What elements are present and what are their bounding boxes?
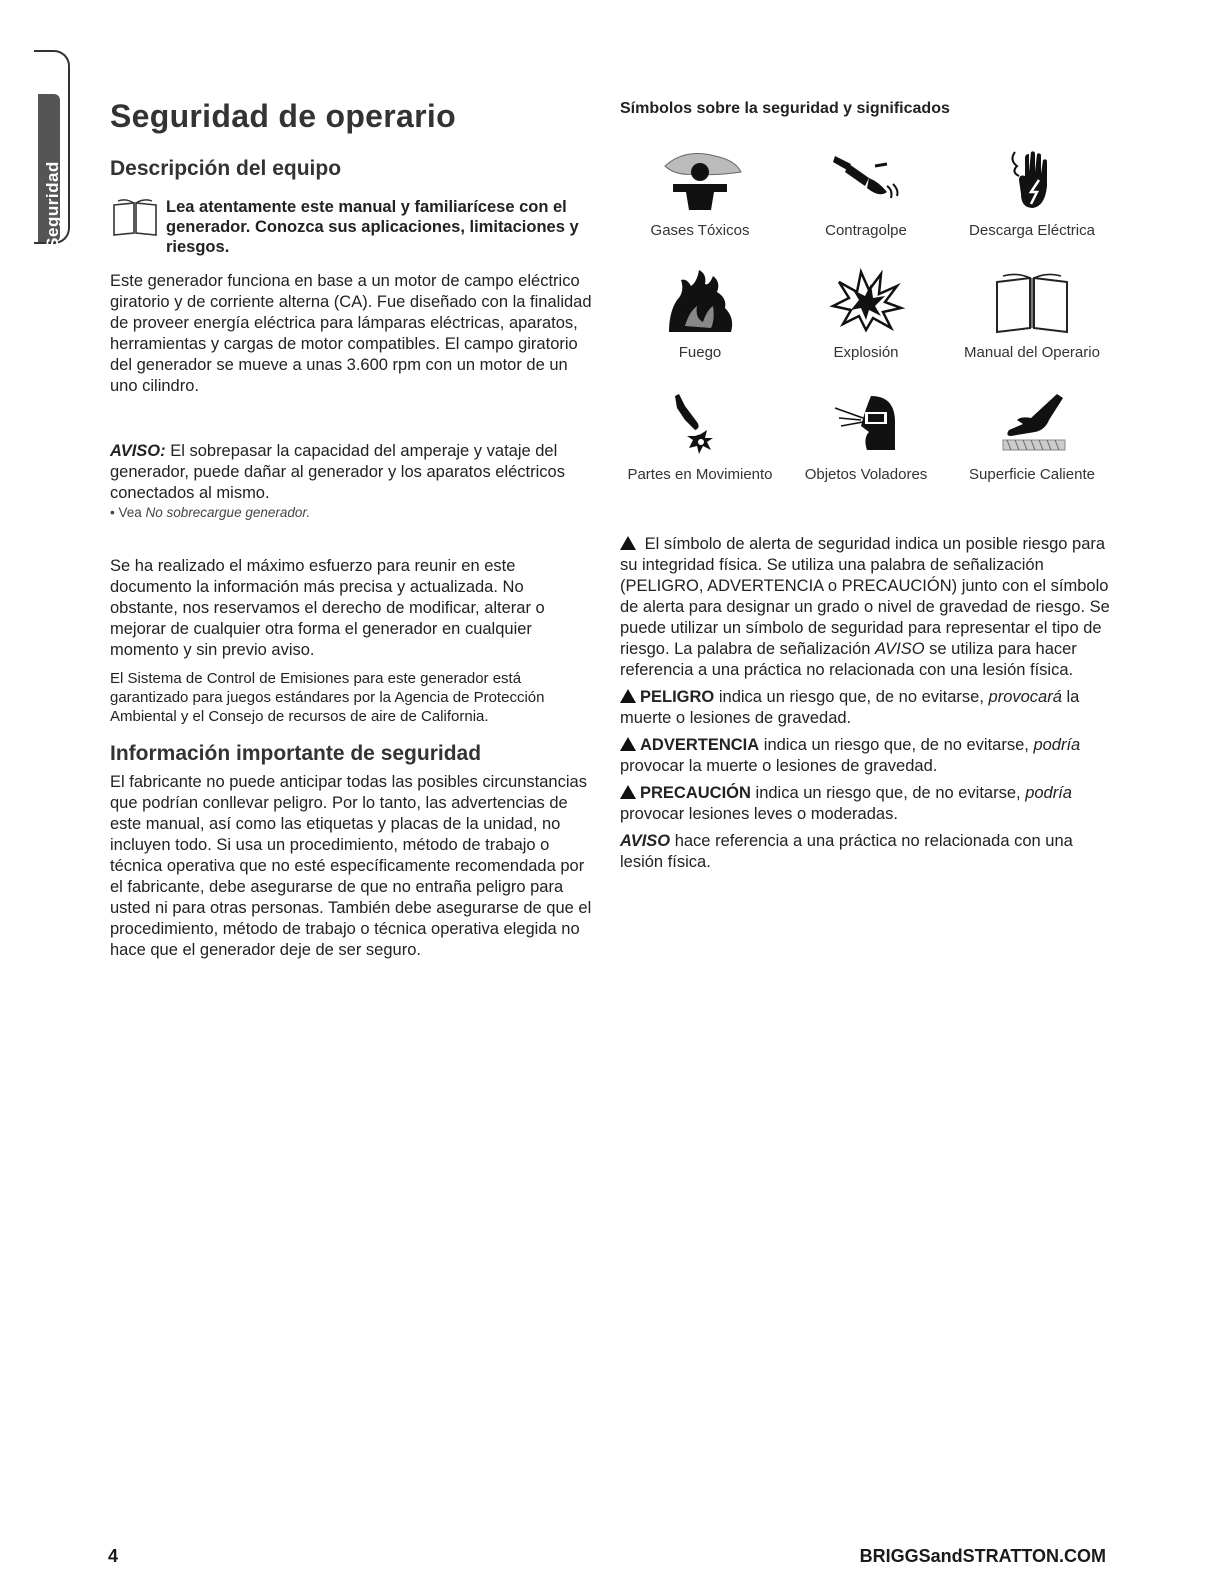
advertencia-word: ADVERTENCIA	[640, 736, 760, 754]
website-url[interactable]: BRIGGSandSTRATTON.COM	[859, 1546, 1106, 1566]
aviso-definition-text: hace referencia a una práctica no relacionada con una lesión física.	[620, 832, 1073, 871]
page-title: Seguridad de operario	[110, 98, 456, 134]
left-column	[110, 98, 595, 961]
section-heading-equipment: Descripción del equipo	[110, 157, 342, 180]
advertencia-text: indica un riesgo que, de no evitarse,	[759, 736, 1034, 754]
fire-icon	[655, 268, 745, 338]
aviso-definition	[620, 831, 1110, 873]
symbol-operator-manual	[952, 268, 1112, 390]
aviso-text: El sobrepasar la capacidad del amperaje y vataje del generador, puede dañar al generador y los aparatos eléctricos conectados al mismo.	[110, 442, 565, 502]
precaucion-definition	[620, 783, 1110, 825]
symbol-label: Objetos Voladores	[804, 466, 928, 483]
peligro-emphasis: provocará	[988, 688, 1062, 706]
peligro-definition	[620, 687, 1110, 729]
alert-intro-text-end: se utiliza para hacer referencia a una práctica no relacionada con una lesión física.	[620, 640, 1077, 679]
right-column	[620, 100, 1110, 873]
read-manual-notice	[110, 197, 595, 257]
overload-reference	[110, 505, 595, 520]
symbol-label: Superficie Caliente	[969, 466, 1095, 483]
symbol-label: Descarga Eléctrica	[969, 222, 1095, 239]
symbol-moving-parts	[620, 390, 780, 512]
symbol-flying-objects	[786, 390, 946, 512]
symbol-toxic-gas	[620, 146, 780, 268]
toxic-gas-icon	[655, 146, 745, 216]
advertencia-text-end: provocar la muerte o lesiones de gravedad.	[620, 757, 938, 775]
aviso-label: AVISO:	[110, 442, 166, 460]
electric-shock-icon	[987, 146, 1077, 216]
symbol-fire	[620, 268, 780, 390]
explosion-icon	[821, 268, 911, 338]
manual-icon	[987, 268, 1077, 338]
symbol-electric-shock	[952, 146, 1112, 268]
aviso-paragraph	[110, 441, 595, 504]
symbol-label: Fuego	[678, 344, 722, 361]
safety-alert-icon	[620, 536, 636, 550]
overload-link[interactable]: No sobrecargue generador.	[145, 505, 311, 520]
flying-objects-icon	[821, 390, 911, 460]
moving-parts-icon	[655, 390, 745, 460]
symbol-kickback	[786, 146, 946, 268]
disclaimer-paragraph: Se ha realizado el máximo esfuerzo para reunir en este documento la información más precisa y actualizada. No obstante, nos reservamos el derecho de modificar, alterar o mejorar de cualquier otra forma el generador en cualquier momento y sin previo aviso.	[110, 557, 545, 659]
side-tab-label: Seguridad	[43, 161, 62, 249]
precaucion-text: indica un riesgo que, de no evitarse,	[750, 784, 1026, 802]
alert-intro-text: El símbolo de alerta de seguridad indica un posible riesgo para su integridad física. Se utiliza una palabra de señalización (PELIGRO, ADVERTENCIA o PRECAUCIÓN) junto con el símbolo de alerta para designar un grado o nivel de gravedad de riesgo. Se puede utilizar un símbolo de seguridad para representar el tipo de riesgo. La palabra de señalización	[620, 535, 1110, 658]
symbol-label: Explosión	[833, 344, 899, 361]
manual-icon	[110, 197, 160, 237]
peligro-text: indica un riesgo que, de no evitarse,	[714, 688, 989, 706]
safety-alert-icon	[620, 785, 636, 799]
symbol-label: Contragolpe	[825, 222, 907, 239]
symbol-label: Gases Tóxicos	[650, 222, 750, 239]
symbol-label: Partes en Movimiento	[627, 466, 773, 483]
symbol-label: Manual del Operario	[964, 344, 1100, 361]
kickback-icon	[821, 146, 911, 216]
hot-surface-icon	[987, 390, 1077, 460]
page-number: 4	[108, 1546, 119, 1566]
precaucion-emphasis: podría	[1025, 784, 1072, 802]
alert-intro-aviso: AVISO	[875, 640, 925, 658]
safety-info-paragraph: El fabricante no puede anticipar todas las posibles circunstancias que podrían conllevar peligro. Por lo tanto, las advertencias de este manual, así como las etiquetas y placas de la unidad, no incluyen todo. Si usa un procedimiento, método de trabajo o técnica operativa que no esté específicamente recomendada por el fabricante, debe asegurarse de que no entraña peligro para usted ni para otras personas. También debe asegurarse de que el procedimiento, método de trabajo o técnica operativa elegida no hace que el generador deje de ser seguro.	[110, 773, 592, 959]
peligro-word: PELIGRO	[640, 688, 715, 706]
precaucion-word: PRECAUCIÓN	[640, 784, 751, 802]
bullet-prefix: • Vea	[110, 505, 146, 520]
side-tab-fill	[38, 94, 62, 249]
section-heading-safety-info: Información importante de seguridad	[110, 742, 482, 765]
safety-alert-icon	[620, 737, 636, 751]
advertencia-definition	[620, 735, 1110, 777]
safety-alert-icon	[620, 689, 636, 703]
read-manual-text: Lea atentamente este manual y familiarícese con el generador. Conozca sus aplicaciones, limitaciones y riesgos.	[166, 198, 579, 256]
peligro-text-end: la muerte o lesiones de gravedad.	[620, 688, 1080, 727]
aviso-word: AVISO	[620, 832, 671, 850]
section-side-tab	[34, 50, 70, 249]
safety-symbols-grid	[620, 146, 1110, 512]
symbol-explosion	[786, 268, 946, 390]
safety-alert-intro	[620, 534, 1110, 681]
equipment-description: Este generador funciona en base a un motor de campo eléctrico giratorio y de corriente alterna (CA). Fue diseñado con la finalidad de proveer energía eléctrica para lámparas eléctricas, aparatos, herramientas y cargas de motor compatibles. El campo giratorio del generador se mueve a unas 3.600 rpm con un motor de un uno cilindro.	[110, 272, 592, 395]
symbols-title: Símbolos sobre la seguridad y significados	[620, 100, 950, 117]
emissions-paragraph: El Sistema de Control de Emisiones para este generador está garantizado para juegos estándares por la Agencia de Protección Ambiental y el Consejo de recursos de aire de California.	[110, 670, 545, 725]
precaucion-text-end: provocar lesiones leves o moderadas.	[620, 805, 898, 823]
symbol-hot-surface	[952, 390, 1112, 512]
advertencia-emphasis: podría	[1033, 736, 1081, 754]
